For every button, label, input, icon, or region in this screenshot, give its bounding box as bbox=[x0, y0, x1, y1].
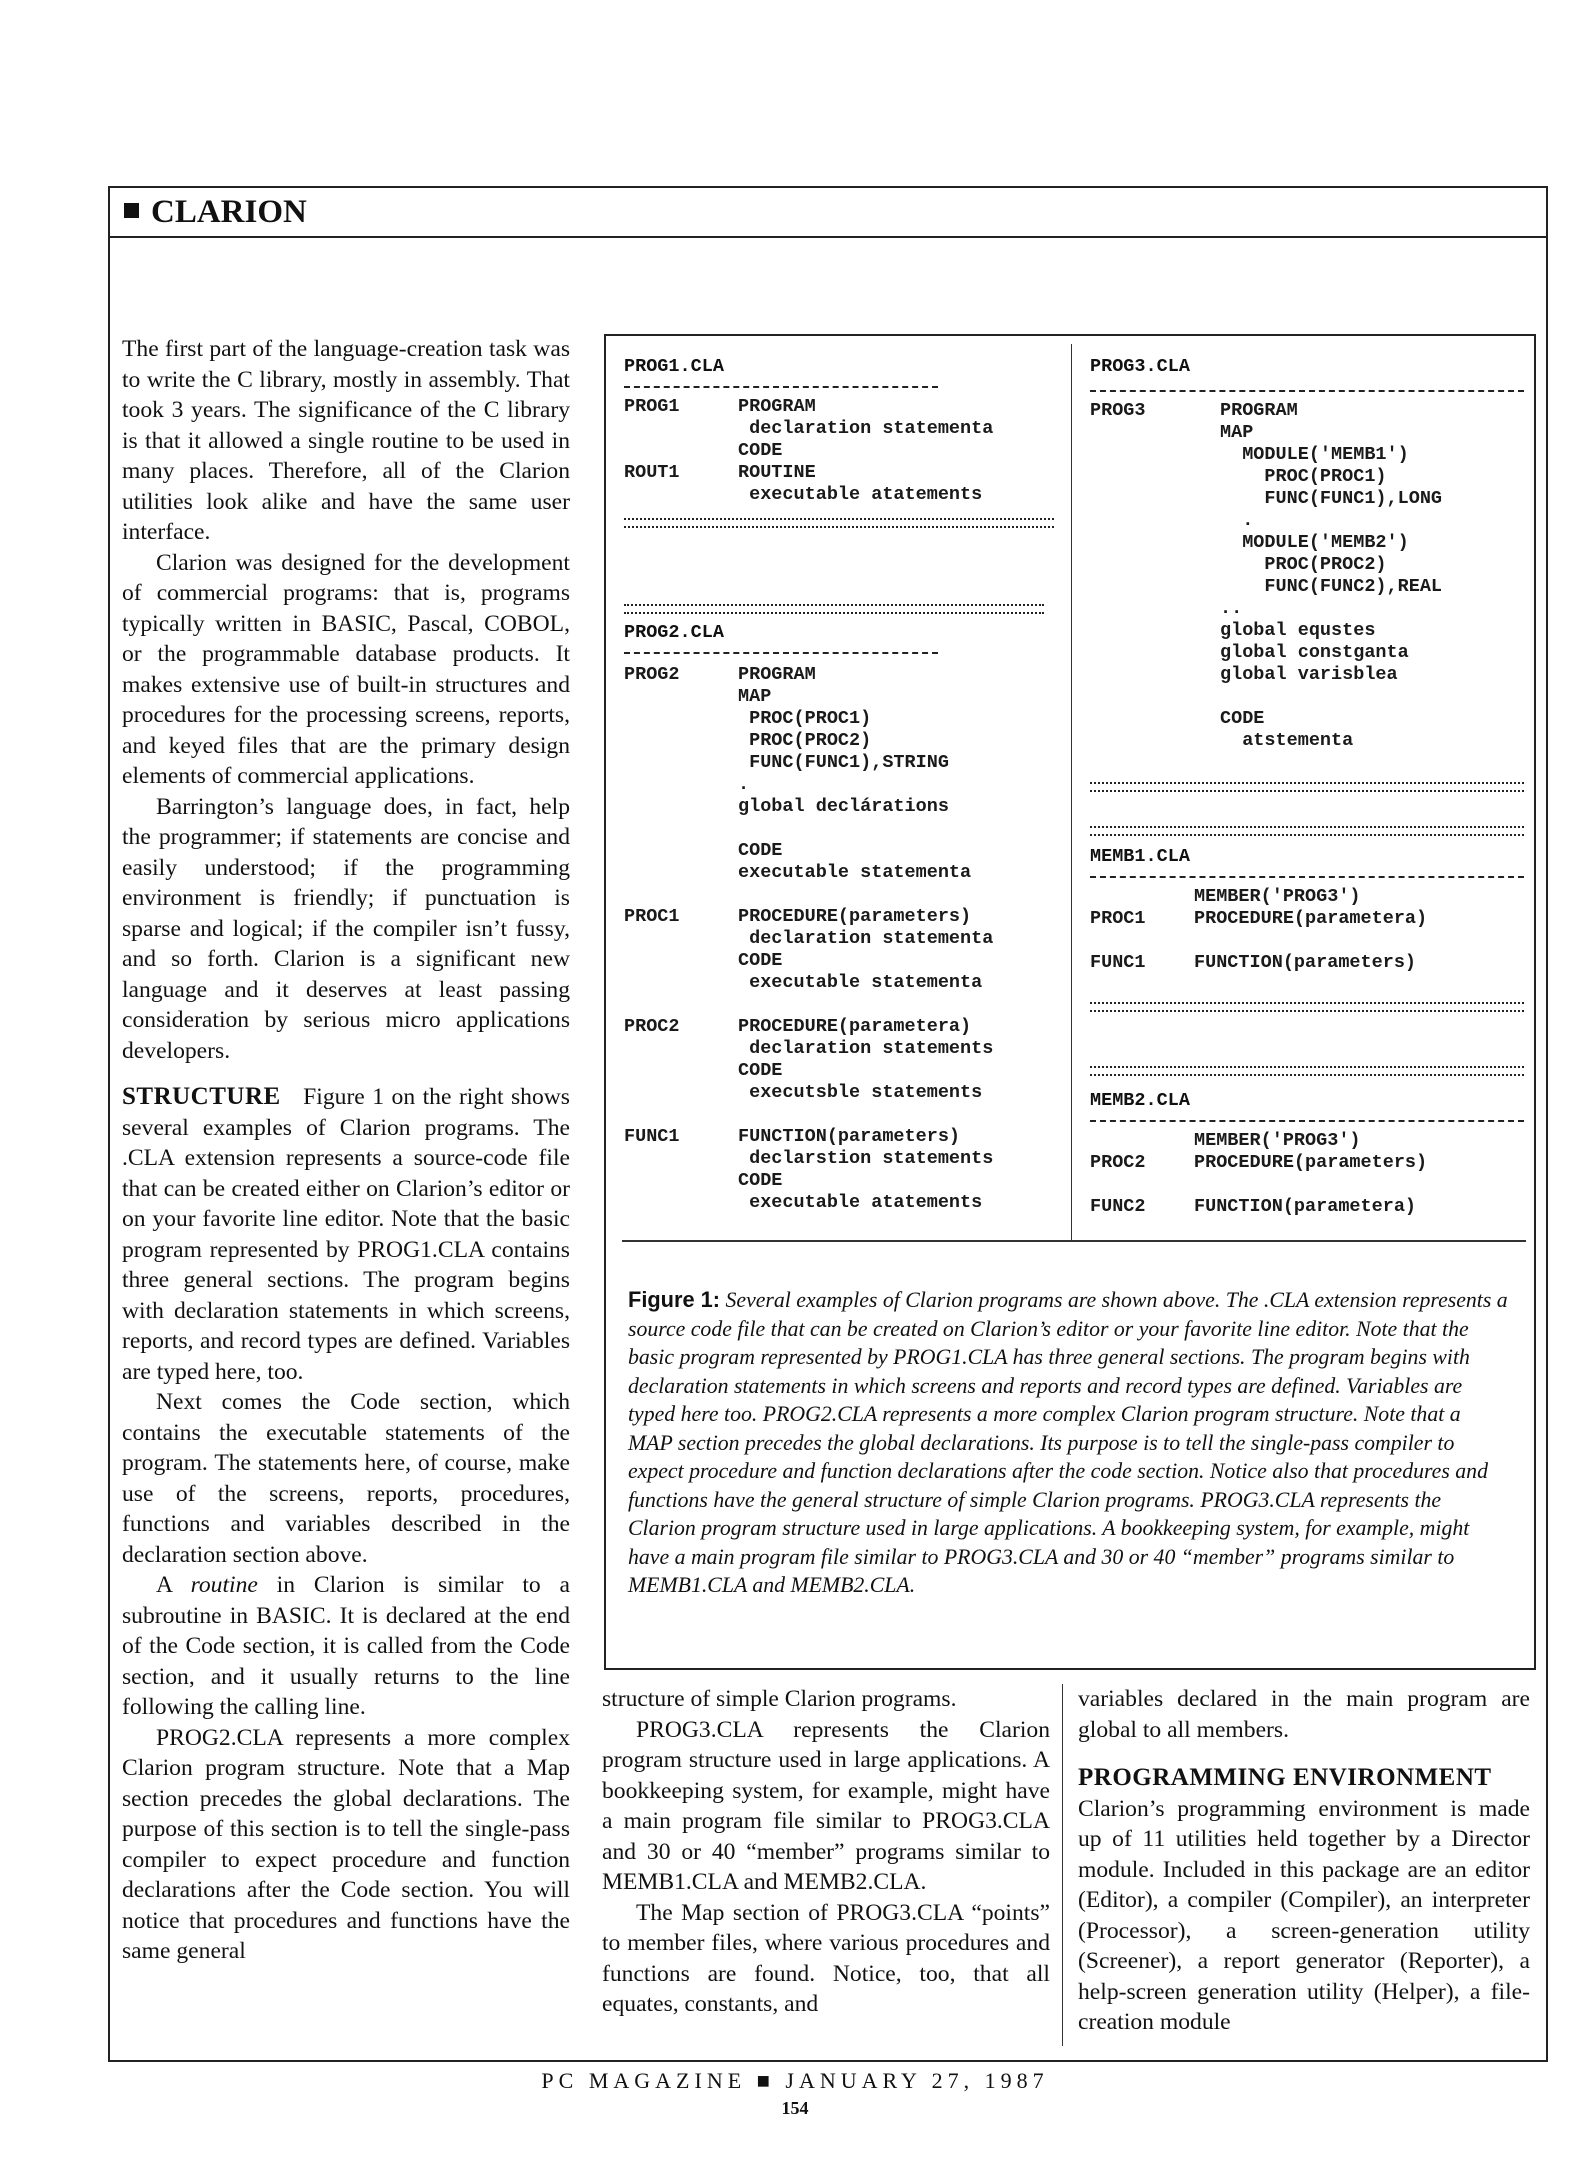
code-line bbox=[1090, 444, 1530, 466]
double-rule bbox=[624, 518, 1054, 528]
paragraph: structure of simple Clarion programs. bbox=[602, 1686, 957, 1712]
code-statement: executable statementa bbox=[738, 972, 983, 993]
code-statement: PROC(PROC1) bbox=[738, 708, 872, 729]
paragraph: Clarion’s programming environment is made up of 11 utilities held together by a Director module. Included in this package are an editor (Editor), a compiler (Compiler), an interpreter (Processor), a screen-generation utility (Screener), a report generator (Reporter), a help-screen generation utility (Helper), a file-creation module bbox=[1078, 1795, 1530, 2035]
code-line bbox=[1090, 886, 1530, 908]
code-line bbox=[624, 928, 1064, 950]
code-statement: MODULE('MEMB2') bbox=[1220, 532, 1409, 553]
code-statement: PROCEDURE(parametera) bbox=[1194, 908, 1428, 929]
code-line bbox=[624, 906, 1064, 928]
caption-text: Several examples of Clarion programs are shown above. The .CLA extension represents a source code file that can be created on Clarion’s editor or your favorite line editor. Note that the basic program represented by PROG1.CLA has three general sections. The program begins with declaration statements in which screens and reports and record types are defined. Variables are typed here too. PROG2.CLA represents a more complex Clarion program structure. Note that a MAP section precedes the global declarations. Its purpose is to tell the single-pass compiler to expect procedure and function declarations after the code section. Notice also that procedures and functions have the general structure of simple Clarion programs. PROG3.CLA represents the Clarion program structure used in large applications. A bookkeeping system, for example, might have a main program file similar to PROG3.CLA and 30 or 40 “member” programs similar to MEMB1.CLA and MEMB2.CLA. bbox=[628, 1288, 1508, 1597]
code-label: PROC1 bbox=[624, 906, 680, 927]
code-line bbox=[624, 840, 1064, 862]
code-line bbox=[1090, 1152, 1530, 1174]
paragraph: variables declared in the main program are global to all members. bbox=[1078, 1686, 1530, 1743]
code-line bbox=[624, 730, 1064, 752]
code-line bbox=[624, 862, 1064, 884]
code-line bbox=[1090, 1196, 1530, 1218]
code-statement: MAP bbox=[738, 686, 772, 707]
code-line bbox=[1090, 1130, 1530, 1152]
code-block-prog1 bbox=[624, 396, 1064, 516]
bullet-square-icon bbox=[124, 203, 139, 218]
code-line bbox=[1090, 686, 1530, 708]
code-line bbox=[624, 664, 1064, 686]
code-line bbox=[624, 1082, 1064, 1104]
code-line bbox=[624, 418, 1064, 440]
double-rule bbox=[1090, 1066, 1524, 1076]
paragraph: PROG2.CLA represents a more complex Clarion program structure. Note that a Map section precedes the global declarations. The purpose of this section is to tell the single-pass compiler to expect procedure and function declarations after the Code section. You will notice that procedures and functions have the same general bbox=[122, 1724, 570, 1964]
file-name-prog1: PROG1.CLA bbox=[624, 356, 724, 377]
structure-paragraph bbox=[122, 1082, 570, 1387]
dashed-rule bbox=[1090, 390, 1524, 392]
code-statement: PROCEDURE(parameters) bbox=[738, 906, 972, 927]
code-line bbox=[624, 972, 1064, 994]
code-line bbox=[1090, 488, 1530, 510]
code-block-prog3 bbox=[1090, 400, 1530, 780]
file-name-memb2: MEMB2.CLA bbox=[1090, 1090, 1190, 1111]
code-line bbox=[624, 884, 1064, 906]
code-line bbox=[1090, 642, 1530, 664]
code-statement: declaration statementa bbox=[738, 928, 994, 949]
code-statement: CODE bbox=[738, 1170, 783, 1191]
code-line bbox=[624, 440, 1064, 462]
code-statement: PROCEDURE(parametera) bbox=[738, 1016, 972, 1037]
code-line bbox=[624, 1038, 1064, 1060]
code-line bbox=[624, 686, 1064, 708]
code-line bbox=[624, 1148, 1064, 1170]
paragraph: Clarion was designed for the development of commercial programs: that is, programs typically written in BASIC, Pascal, COBOL, or the programmable database products. It makes extensive use of built-in structures and procedures for the processing screens, reports, and keyed files that are the primary design elements of commercial applications. bbox=[122, 549, 570, 789]
code-statement: PROGRAM bbox=[1220, 400, 1298, 421]
double-rule bbox=[624, 604, 1044, 614]
figure-caption bbox=[628, 1286, 1508, 1600]
code-statement: FUNCTION(parametera) bbox=[1194, 1196, 1417, 1217]
header-divider bbox=[108, 236, 1548, 238]
code-line bbox=[1090, 510, 1530, 532]
code-label: PROC1 bbox=[1090, 908, 1146, 929]
code-line bbox=[624, 752, 1064, 774]
code-line bbox=[1090, 598, 1530, 620]
code-statement: declaration statementa bbox=[738, 418, 994, 439]
code-statement: MEMBER('PROG3') bbox=[1194, 1130, 1361, 1151]
code-statement: FUNCTION(parameters) bbox=[1194, 952, 1417, 973]
code-line bbox=[624, 484, 1064, 506]
code-label: PROC2 bbox=[624, 1016, 680, 1037]
code-line bbox=[1090, 576, 1530, 598]
dashed-rule bbox=[624, 386, 938, 388]
code-line bbox=[1090, 952, 1530, 974]
code-statement: . bbox=[738, 774, 750, 795]
code-statement: CODE bbox=[1220, 708, 1265, 729]
code-statement: declarstion statements bbox=[738, 1148, 994, 1169]
code-statement: PROC(PROC2) bbox=[1220, 554, 1387, 575]
code-line bbox=[624, 708, 1064, 730]
article-column-2 bbox=[602, 1684, 1050, 2020]
figure-column-divider bbox=[1071, 344, 1072, 1240]
code-statement: global declárations bbox=[738, 796, 949, 817]
code-line bbox=[1090, 730, 1530, 752]
file-name-memb1: MEMB1.CLA bbox=[1090, 846, 1190, 867]
code-statement: global constganta bbox=[1220, 642, 1409, 663]
code-statement: executable atatements bbox=[738, 484, 983, 505]
code-statement: FUNC(FUNC1),LONG bbox=[1220, 488, 1443, 509]
code-statement: MODULE('MEMB1') bbox=[1220, 444, 1409, 465]
code-label: FUNC1 bbox=[624, 1126, 680, 1147]
text-run: in Clarion is similar to a subroutine in BASIC. It is declared at the end of the Code section, it is called from the Code section, and it usually returns to the line following the calling line. bbox=[122, 1572, 570, 1720]
code-statement: . bbox=[1220, 510, 1254, 531]
code-line bbox=[624, 818, 1064, 840]
code-label: PROG3 bbox=[1090, 400, 1146, 421]
code-line bbox=[624, 796, 1064, 818]
code-label: PROG1 bbox=[624, 396, 680, 417]
section-header bbox=[124, 190, 307, 234]
code-statement: PROC(PROC2) bbox=[738, 730, 872, 751]
paragraph bbox=[122, 1570, 570, 1723]
code-line bbox=[1090, 422, 1530, 444]
dashed-rule bbox=[1090, 1120, 1524, 1122]
page-footer: PC MAGAZINE ■ JANUARY 27, 1987 bbox=[541, 2068, 1049, 2093]
code-line bbox=[624, 1170, 1064, 1192]
code-line bbox=[624, 1104, 1064, 1126]
paragraph: The first part of the language-creation task was to write the C library, mostly in assembly. That took 3 years. The significance of the C library is that it allowed a single routine to be used in many places. Therefore, all of the Clarion utilities look alike and have the same user interface. bbox=[122, 336, 570, 545]
code-line bbox=[624, 994, 1064, 1016]
code-line bbox=[1090, 930, 1530, 952]
code-statement: FUNCTION(parameters) bbox=[738, 1126, 961, 1147]
code-line bbox=[1090, 908, 1530, 930]
subhead-text: PROGRAMMING ENVIRONMENT bbox=[1078, 1764, 1492, 1791]
code-line bbox=[624, 396, 1064, 418]
code-line bbox=[1090, 400, 1530, 422]
code-label: FUNC1 bbox=[1090, 952, 1146, 973]
paragraph: Next comes the Code section, which contains the executable statements of the program. The statements here, of course, make use of the screens, reports, procedures, functions and variables described in the declaration section above. bbox=[122, 1389, 570, 1568]
code-line bbox=[1090, 708, 1530, 730]
code-line bbox=[624, 774, 1064, 796]
code-statement: MEMBER('PROG3') bbox=[1194, 886, 1361, 907]
code-line bbox=[1090, 620, 1530, 642]
code-statement: executsble statements bbox=[738, 1082, 983, 1103]
code-line bbox=[624, 1060, 1064, 1082]
dashed-rule bbox=[624, 652, 938, 654]
paragraph: Barrington’s language does, in fact, help the programmer; if statements are concise and easily understood; if the programming environment is friendly; if punctuation is sparse and logical; if the compiler isn’t fussy, and so forth. Clarion is a significant new language and it deserves at least passing consideration by serious micro applications developers. bbox=[122, 793, 570, 1064]
code-line bbox=[1090, 1174, 1530, 1196]
code-line bbox=[1090, 664, 1530, 686]
file-name-prog2: PROG2.CLA bbox=[624, 622, 724, 643]
code-line bbox=[1090, 554, 1530, 576]
double-rule bbox=[1090, 782, 1524, 792]
code-label: ROUT1 bbox=[624, 462, 680, 483]
code-statement: ROUTINE bbox=[738, 462, 816, 483]
code-statement: PROGRAM bbox=[738, 664, 816, 685]
code-statement: CODE bbox=[738, 1060, 783, 1081]
file-name-prog3: PROG3.CLA bbox=[1090, 356, 1190, 377]
paragraph-text: Figure 1 on the right shows several examples of Clarion programs. The .CLA extension represents a source-code file that can be created either on Clarion’s editor or on your favorite line editor. Note that the basic program represented by PROG1.CLA contains three general sections. The program begins with declaration statements in which screens, reports, and record types are defined. Variables are typed here, too. bbox=[122, 1084, 570, 1385]
page-number: 154 bbox=[781, 2098, 809, 2118]
code-statement: PROC(PROC1) bbox=[1220, 466, 1387, 487]
code-statement: CODE bbox=[738, 440, 783, 461]
emphasis: routine bbox=[190, 1572, 258, 1598]
code-line bbox=[624, 1126, 1064, 1148]
article-column-1 bbox=[122, 334, 570, 1967]
column-divider bbox=[1062, 1684, 1063, 2046]
subhead-structure: STRUCTURE bbox=[122, 1083, 281, 1110]
double-rule bbox=[1090, 1002, 1524, 1012]
code-line bbox=[624, 950, 1064, 972]
code-line bbox=[624, 1016, 1064, 1038]
code-statement: CODE bbox=[738, 840, 783, 861]
code-block-memb2 bbox=[1090, 1130, 1530, 1230]
code-statement: MAP bbox=[1220, 422, 1254, 443]
code-line bbox=[1090, 466, 1530, 488]
code-label: PROC2 bbox=[1090, 1152, 1146, 1173]
code-statement: global varisblea bbox=[1220, 664, 1398, 685]
code-statement: FUNC(FUNC1),STRING bbox=[738, 752, 949, 773]
code-line bbox=[624, 1192, 1064, 1214]
paragraph: The Map section of PROG3.CLA “points” to member files, where various procedures and functions are found. Notice, too, that all equates, constants, and bbox=[602, 1899, 1050, 2017]
code-line bbox=[624, 462, 1064, 484]
text-run: A bbox=[156, 1572, 191, 1598]
section-title: CLARION bbox=[151, 194, 307, 230]
code-statement: executable statementa bbox=[738, 862, 972, 883]
code-statement: PROCEDURE(parameters) bbox=[1194, 1152, 1428, 1173]
dashed-rule bbox=[1090, 876, 1524, 878]
double-rule bbox=[1090, 826, 1524, 836]
code-statement: CODE bbox=[738, 950, 783, 971]
code-block-memb1 bbox=[1090, 886, 1530, 986]
code-line bbox=[1090, 532, 1530, 554]
figure-caption-divider bbox=[622, 1240, 1526, 1242]
paragraph: PROG3.CLA represents the Clarion program structure used in large applications. A bookkeeping system, for example, might have a main program file similar to PROG3.CLA and 30 or 40 “member” programs similar to MEMB1.CLA and MEMB2.CLA. bbox=[602, 1716, 1050, 1895]
code-label: PROG2 bbox=[624, 664, 680, 685]
code-label: FUNC2 bbox=[1090, 1196, 1146, 1217]
code-statement: FUNC(FUNC2),REAL bbox=[1220, 576, 1443, 597]
code-block-prog2 bbox=[624, 664, 1064, 1234]
code-statement: atstementa bbox=[1220, 730, 1354, 751]
code-statement: .. bbox=[1220, 598, 1243, 619]
code-statement: global equstes bbox=[1220, 620, 1376, 641]
code-statement: PROGRAM bbox=[738, 396, 816, 417]
caption-label: Figure 1: bbox=[628, 1287, 721, 1312]
article-column-3 bbox=[1078, 1684, 1530, 2038]
code-statement: executable atatements bbox=[738, 1192, 983, 1213]
subhead-programming-environment bbox=[1078, 1763, 1530, 1794]
code-statement: declaration statements bbox=[738, 1038, 994, 1059]
